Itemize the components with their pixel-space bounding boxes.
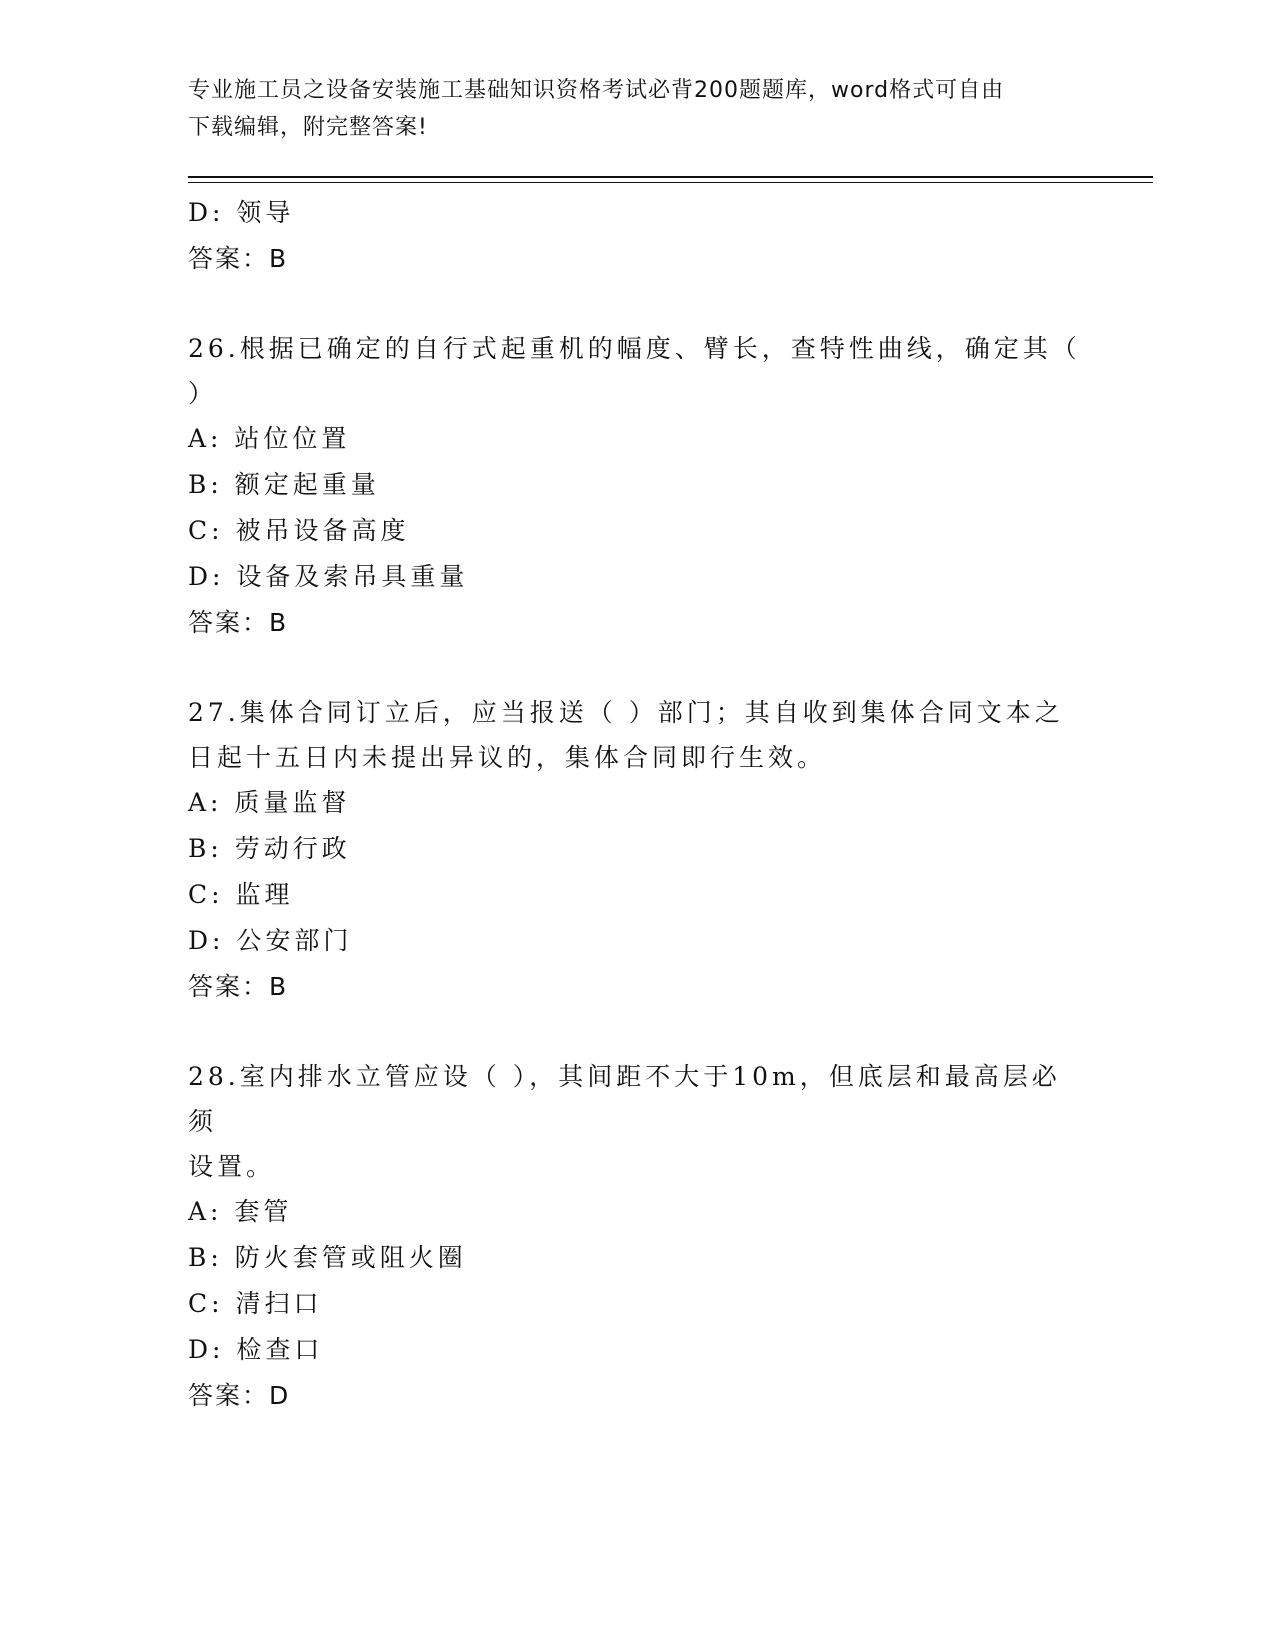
question-stem (188, 1054, 1088, 1189)
header-rule-thin (188, 182, 1153, 183)
question-list (188, 190, 1088, 1419)
option-a: A: 站位位置 (188, 424, 351, 453)
option-c: C: 清扫口 (188, 1289, 323, 1318)
option-a: A: 质量监督 (188, 788, 351, 817)
answer-line: 答案：B (188, 608, 289, 637)
option-b: B: 防火套管或阻火圈 (188, 1243, 467, 1272)
question-27 (188, 690, 1088, 1010)
option-a: A: 套管 (188, 1197, 293, 1226)
stem-line-2: ） (188, 379, 218, 408)
stem-line-1: 27.集体合同订立后，应当报送（ ）部门；其自收到集体合同文本之 (188, 698, 1064, 727)
stem-line-2: 日起十五日内未提出异议的，集体合同即行生效。 (188, 743, 827, 772)
document-header (188, 72, 1088, 146)
header-line-1: 专业施工员之设备安装施工基础知识资格考试必背200题题库，word格式可自由 (188, 78, 1005, 103)
option-d: D: 领导 (188, 198, 295, 227)
option-c: C: 监理 (188, 880, 294, 909)
question-stem (188, 326, 1088, 416)
option-d: D: 公安部门 (188, 926, 353, 955)
stem-line-2: 设置。 (188, 1152, 276, 1181)
header-line-2: 下载编辑，附完整答案! (188, 115, 428, 140)
option-b: B: 额定起重量 (188, 470, 380, 499)
question-26 (188, 326, 1088, 646)
option-c: C: 被吊设备高度 (188, 516, 410, 545)
header-rule-thick (188, 176, 1153, 178)
answer-line: 答案：B (188, 244, 289, 273)
option-b: B: 劳动行政 (188, 834, 351, 863)
stem-line-1: 26.根据已确定的自行式起重机的幅度、臂长，查特性曲线，确定其（ (188, 334, 1081, 363)
stem-line-1: 28.室内排水立管应设（ ），其间距不大于10m，但底层和最高层必须 (188, 1062, 1061, 1136)
carryover-question (188, 190, 1088, 282)
answer-line: 答案：B (188, 972, 289, 1001)
question-stem (188, 690, 1088, 780)
answer-line: 答案：D (188, 1381, 291, 1410)
option-d: D: 设备及索吊具重量 (188, 562, 469, 591)
question-28 (188, 1054, 1088, 1419)
option-d: D: 检查口 (188, 1335, 324, 1364)
